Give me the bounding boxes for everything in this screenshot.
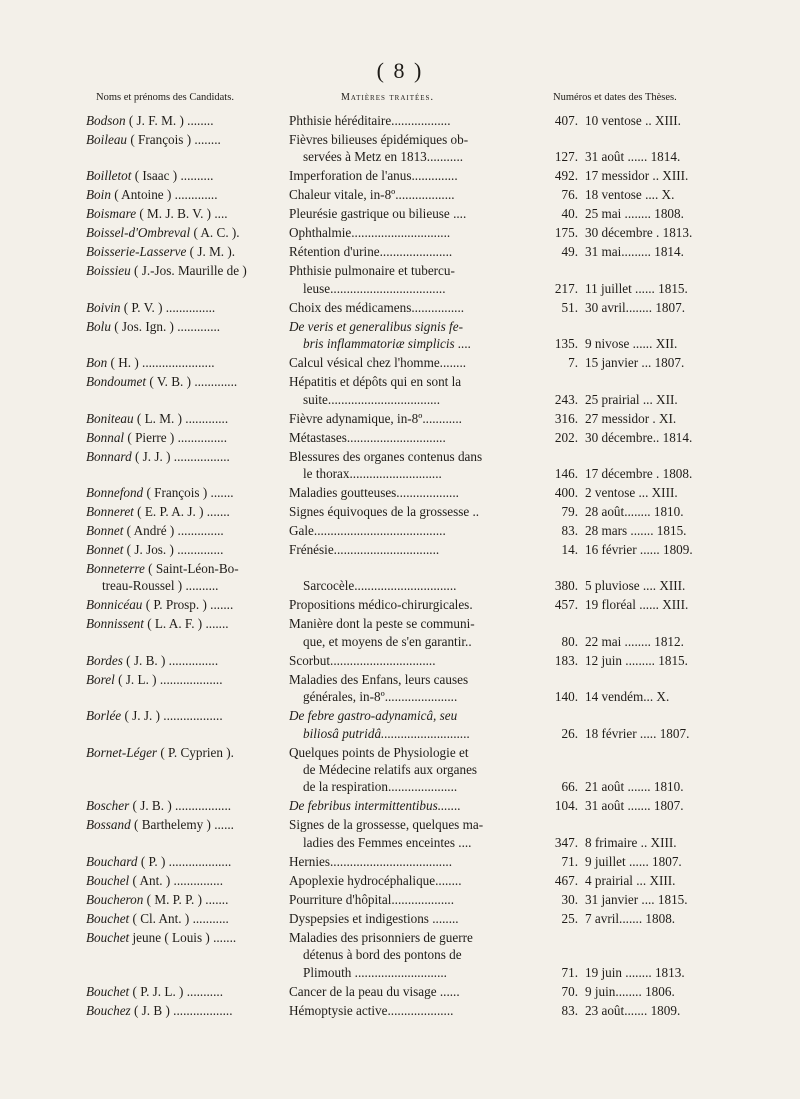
candidate-surname: Boscher	[86, 798, 130, 814]
thesis-entry	[0, 652, 800, 669]
subject-line: Phthisie pulmonaire et tubercu-	[289, 263, 455, 279]
thesis-date: 31 août ....... 1807.	[585, 798, 684, 814]
candidate-surname: Bodson	[86, 113, 126, 128]
subject-line: Hémoptysie active....................	[289, 1002, 454, 1018]
thesis-date: 19 floréal ...... XIII.	[585, 597, 689, 613]
thesis-entry	[0, 872, 800, 889]
candidate-surname: Borlée	[86, 708, 122, 724]
candidate-name	[86, 853, 282, 870]
thesis-date: 31 août ...... 1814.	[585, 149, 681, 165]
thesis-entry	[0, 410, 800, 427]
thesis-subject	[289, 853, 532, 870]
candidate-given-names: ( J. B. ) .................	[129, 798, 232, 814]
candidate-given-names: ( Jos. Ign. ) .............	[110, 318, 221, 334]
thesis-subject	[289, 797, 532, 814]
candidate-given-names: ( François ) .......	[143, 485, 234, 500]
subject-line: Hernies.....................................	[289, 853, 452, 869]
candidate-given-names: ( Saint-Léon-Bo-	[144, 561, 239, 576]
candidate-surname: Bonnet	[86, 542, 124, 557]
thesis-number: 30.	[561, 891, 578, 907]
candidate-given-names: ( P. Prosp. ) .......	[142, 597, 234, 613]
thesis-number: 71.	[561, 964, 578, 980]
candidate-given-names: ( J. M. ).	[186, 244, 236, 260]
thesis-date: 25 prairial ... XII.	[585, 391, 678, 407]
thesis-entry	[0, 484, 800, 501]
candidate-surname: Bonnard	[86, 448, 132, 464]
thesis-entry	[0, 891, 800, 908]
thesis-subject	[289, 373, 532, 408]
thesis-subject	[289, 1002, 532, 1019]
thesis-number: 49.	[561, 244, 578, 260]
thesis-subject	[289, 299, 532, 316]
subject-line: Chaleur vitale, in-8º..................	[289, 187, 455, 203]
thesis-entry	[0, 318, 800, 353]
thesis-subject	[289, 429, 532, 446]
thesis-subject	[289, 262, 532, 297]
thesis-entry	[0, 262, 800, 297]
candidate-name	[86, 186, 282, 203]
thesis-number: 380.	[554, 578, 578, 594]
thesis-entry	[0, 224, 800, 241]
candidate-surname: Boissel-d'Ombreval	[86, 225, 191, 241]
candidate-given-names: ( Barthelemy ) ......	[130, 817, 234, 833]
subject-line: Cancer de la peau du visage ......	[289, 983, 460, 999]
candidate-given-names: ( J. B ) ..................	[130, 1002, 233, 1018]
candidate-given-names: ( A. C. ).	[190, 225, 240, 241]
candidate-surname: Bondoumet	[86, 374, 147, 390]
thesis-entry	[0, 522, 800, 539]
thesis-date: 9 nivose ...... XII.	[585, 336, 678, 352]
candidate-given-names: ( M. P. P. ) .......	[143, 891, 229, 907]
thesis-date: 2 ventose ... XIII.	[585, 485, 678, 500]
candidate-surname: Bouchez	[86, 1002, 131, 1018]
candidate-name	[86, 448, 282, 465]
subject-line: Imperforation de l'anus..............	[289, 168, 458, 184]
thesis-subject	[289, 983, 532, 1000]
thesis-date: 30 décembre . 1813.	[585, 225, 693, 241]
thesis-entry	[0, 112, 800, 129]
thesis-date: 12 juin ......... 1815.	[585, 652, 688, 668]
candidate-given-names: ( J. J. ) .................	[131, 448, 230, 464]
thesis-subject	[289, 891, 532, 908]
thesis-entry	[0, 354, 800, 371]
candidate-given-names: ( H. ) ......................	[107, 355, 215, 371]
thesis-date: 17 messidor .. XIII.	[585, 168, 689, 184]
thesis-subject	[289, 354, 532, 371]
candidate-name	[86, 373, 282, 390]
candidate-given-names-cont: treau-Roussel ) ..........	[102, 578, 219, 594]
candidate-surname: Bonnet	[86, 523, 124, 538]
thesis-number: 14.	[561, 542, 578, 557]
thesis-date: 7 avril....... 1808.	[585, 910, 676, 926]
thesis-entry	[0, 373, 800, 408]
candidate-name	[86, 224, 282, 241]
subject-line: servées à Metz en 1813...........	[303, 149, 464, 165]
candidate-surname: Boucheron	[86, 891, 144, 907]
thesis-number: 51.	[561, 299, 578, 315]
subject-line: Apoplexie hydrocéphalique........	[289, 872, 462, 888]
thesis-subject	[289, 503, 532, 520]
candidate-surname: Boissieu	[86, 263, 131, 279]
candidate-given-names: ( P. J. L. ) ...........	[129, 983, 223, 999]
thesis-entry	[0, 541, 800, 558]
subject-line: Fièvre adynamique, in-8º............	[289, 410, 462, 426]
subject-line: Choix des médicamens................	[289, 299, 465, 315]
thesis-date: 18 février ..... 1807.	[585, 725, 690, 741]
candidate-surname: Bonnefond	[86, 485, 144, 500]
thesis-date: 31 mai......... 1814.	[585, 244, 684, 260]
candidate-name	[86, 872, 282, 889]
candidate-name	[86, 671, 282, 688]
candidate-name	[86, 929, 282, 946]
candidate-name	[86, 652, 282, 669]
candidate-given-names: ( André ) ..............	[123, 523, 224, 538]
thesis-date: 5 pluviose .... XIII.	[585, 578, 686, 594]
thesis-entry	[0, 816, 800, 851]
thesis-date: 9 juillet ...... 1807.	[585, 853, 682, 869]
candidate-surname: Bon	[86, 355, 108, 371]
subject-line: Signes équivoques de la grossesse ..	[289, 504, 480, 519]
thesis-subject	[289, 744, 532, 796]
thesis-number: 175.	[554, 225, 578, 241]
candidate-given-names: ( J.-Jos. Maurille de )	[130, 263, 247, 279]
thesis-number: 457.	[554, 597, 578, 613]
subject-line: Plimouth ............................	[303, 964, 447, 980]
subject-line: Signes de la grossesse, quelques ma-	[289, 817, 484, 833]
candidate-name	[86, 318, 282, 335]
thesis-entry	[0, 853, 800, 870]
thesis-subject	[289, 560, 532, 595]
thesis-date: 11 juillet ...... 1815.	[585, 280, 688, 296]
candidate-given-names: ( P. V. ) ...............	[120, 299, 216, 315]
candidate-surname: Bonneterre	[86, 561, 145, 576]
subject-line: Hépatitis et dépôts qui en sont la	[289, 374, 462, 390]
thesis-entry	[0, 448, 800, 483]
thesis-entry	[0, 131, 800, 166]
subject-line: Fièvres bilieuses épidémiques ob-	[289, 132, 469, 147]
thesis-date: 16 février ...... 1809.	[585, 542, 693, 557]
candidate-name	[86, 410, 282, 427]
subject-line: Manière dont la peste se communi-	[289, 616, 475, 632]
subject-line: détenus à bord des pontons de	[303, 947, 462, 963]
subject-line: Métastases..............................	[289, 429, 446, 445]
subject-line: Calcul vésical chez l'homme........	[289, 355, 467, 371]
thesis-date: 15 janvier ... 1807.	[585, 355, 685, 371]
header-numbers: Numéros et dates des Thèses.	[553, 92, 677, 103]
candidate-surname: Bonnicéau	[86, 597, 143, 613]
thesis-subject	[289, 131, 532, 166]
subject-line: Sarcocèle...............................	[303, 578, 457, 594]
thesis-entry	[0, 929, 800, 981]
candidate-name	[86, 541, 282, 558]
thesis-number: 407.	[554, 113, 578, 128]
thesis-entry	[0, 186, 800, 203]
thesis-number: 243.	[554, 391, 578, 407]
candidate-given-names: ( V. B. ) .............	[146, 374, 238, 390]
candidate-given-names: ( L. M. ) .............	[133, 410, 229, 426]
candidate-surname: Bossand	[86, 817, 131, 833]
thesis-subject	[289, 243, 532, 260]
thesis-subject	[289, 522, 532, 539]
thesis-number: 217.	[554, 280, 578, 296]
thesis-subject	[289, 224, 532, 241]
thesis-number: 80.	[561, 633, 578, 649]
candidate-given-names: ( J. Jos. ) ..............	[123, 542, 224, 557]
candidate-name	[86, 112, 282, 129]
candidate-name	[86, 744, 282, 761]
candidate-given-names: ( J. F. M. ) ........	[125, 113, 214, 128]
candidate-given-names: ( Antoine ) .............	[110, 187, 218, 203]
thesis-date: 28 août........ 1810.	[585, 504, 684, 519]
subject-line	[289, 560, 532, 577]
candidate-surname: Boismare	[86, 206, 137, 222]
header-names: Noms et prénoms des Candidats.	[96, 92, 234, 103]
thesis-number: 400.	[554, 485, 578, 500]
candidate-given-names: ( J. L. ) ...................	[114, 671, 223, 687]
candidate-given-names: ( Isaac ) ..........	[131, 168, 214, 184]
candidate-given-names: jeune ( Louis ) .......	[129, 929, 237, 945]
candidate-name	[86, 484, 282, 501]
subject-line: Scorbut................................	[289, 652, 436, 668]
candidate-name	[86, 816, 282, 833]
candidate-given-names: ( François ) ........	[127, 132, 221, 147]
candidate-name	[86, 522, 282, 539]
thesis-entry	[0, 205, 800, 222]
subject-line: biliosâ putridâ...........................	[303, 725, 471, 741]
candidate-name	[86, 797, 282, 814]
thesis-entry	[0, 429, 800, 446]
candidate-name	[86, 429, 282, 446]
candidate-surname: Bonnissent	[86, 616, 144, 632]
thesis-number: 25.	[561, 910, 578, 926]
candidate-surname: Boin	[86, 187, 111, 203]
candidate-name	[86, 205, 282, 222]
candidate-given-names: ( P. ) ...................	[137, 853, 232, 869]
subject-line: le thorax............................	[303, 465, 442, 481]
thesis-date: 30 décembre.. 1814.	[585, 429, 693, 445]
candidate-name	[86, 503, 282, 520]
thesis-number: 71.	[561, 853, 578, 869]
thesis-subject	[289, 205, 532, 222]
candidate-given-names: ( P. Cyprien ).	[157, 744, 234, 760]
thesis-date: 4 prairial ... XIII.	[585, 872, 676, 888]
thesis-date: 21 août ....... 1810.	[585, 779, 684, 795]
candidate-surname: Boniteau	[86, 410, 134, 426]
thesis-entry	[0, 299, 800, 316]
candidate-given-names: ( M. J. B. V. ) ....	[136, 206, 228, 222]
candidate-surname: Boilletot	[86, 168, 132, 184]
thesis-subject	[289, 929, 532, 981]
thesis-entry	[0, 707, 800, 742]
candidate-name	[86, 262, 282, 279]
candidate-name	[86, 891, 282, 908]
thesis-entry	[0, 983, 800, 1000]
thesis-date: 25 mai ........ 1808.	[585, 206, 684, 222]
thesis-date: 27 messidor . XI.	[585, 410, 677, 426]
thesis-number: 146.	[554, 465, 578, 481]
thesis-entry	[0, 910, 800, 927]
thesis-entry	[0, 615, 800, 650]
thesis-number: 76.	[561, 187, 578, 203]
candidate-given-names: ( J. J. ) ..................	[121, 708, 223, 724]
thesis-number: 40.	[561, 206, 578, 222]
candidate-surname: Bouchel	[86, 872, 130, 888]
candidate-given-names: ( E. P. A. J. ) .......	[133, 504, 230, 519]
subject-line: Maladies des Enfans, leurs causes	[289, 671, 469, 687]
thesis-number: 104.	[554, 798, 578, 814]
subject-line: De febribus intermittentibus.......	[289, 798, 461, 814]
thesis-number: 7.	[568, 355, 578, 371]
thesis-subject	[289, 671, 532, 706]
subject-line: Pourriture d'hôpital...................	[289, 891, 455, 907]
subject-line: Propositions médico-chirurgicales.	[289, 597, 473, 613]
thesis-entry	[0, 1002, 800, 1019]
thesis-date: 17 décembre . 1808.	[585, 465, 693, 481]
candidate-name	[86, 131, 282, 148]
thesis-subject	[289, 410, 532, 427]
thesis-number: 135.	[554, 336, 578, 352]
thesis-subject	[289, 707, 532, 742]
candidate-surname: Bornet-Léger	[86, 744, 158, 760]
thesis-entry	[0, 243, 800, 260]
thesis-number: 83.	[561, 523, 578, 538]
candidate-name	[86, 615, 282, 632]
subject-line: Quelques points de Physiologie et	[289, 744, 469, 760]
subject-line: De febre gastro-adynamicâ, seu	[289, 708, 458, 724]
candidate-surname: Bouchet	[86, 983, 130, 999]
thesis-subject	[289, 872, 532, 889]
candidate-surname: Bolu	[86, 318, 111, 334]
subject-line: que, et moyens de s'en garantir..	[303, 633, 472, 649]
subject-line: Rétention d'urine......................	[289, 244, 453, 260]
candidate-surname: Bonnal	[86, 429, 125, 445]
thesis-date: 10 ventose .. XIII.	[585, 113, 681, 128]
candidate-given-names: ( Ant. ) ...............	[129, 872, 223, 888]
thesis-entry	[0, 167, 800, 184]
subject-line: Blessures des organes contenus dans	[289, 448, 483, 464]
thesis-date: 8 frimaire .. XIII.	[585, 834, 677, 850]
thesis-number: 140.	[554, 689, 578, 705]
thesis-date: 19 juin ........ 1813.	[585, 964, 685, 980]
subject-line: suite..................................	[303, 391, 441, 407]
thesis-subject	[289, 541, 532, 558]
subject-line: Pleurésie gastrique ou bilieuse ....	[289, 206, 467, 222]
candidate-name	[86, 596, 282, 613]
thesis-number: 467.	[554, 872, 578, 888]
thesis-subject	[289, 112, 532, 129]
subject-line: générales, in-8º......................	[303, 689, 458, 705]
thesis-number: 492.	[554, 168, 578, 184]
candidate-name	[86, 983, 282, 1000]
thesis-entry	[0, 596, 800, 613]
candidate-surname: Boivin	[86, 299, 121, 315]
thesis-entry	[0, 671, 800, 706]
subject-line: de Médecine relatifs aux organes	[303, 761, 478, 777]
candidate-name	[86, 299, 282, 316]
candidate-name	[86, 167, 282, 184]
thesis-date: 9 juin........ 1806.	[585, 983, 675, 999]
candidate-surname: Borel	[86, 671, 115, 687]
candidate-given-names: ( L. A. F. ) .......	[143, 616, 229, 632]
subject-line: de la respiration.....................	[303, 779, 458, 795]
candidate-surname: Bouchet	[86, 910, 130, 926]
thesis-entry	[0, 744, 800, 796]
candidate-surname: Bouchard	[86, 853, 138, 869]
candidate-surname: Boisserie-Lasserve	[86, 244, 187, 260]
thesis-date: 31 janvier .... 1815.	[585, 891, 688, 907]
candidate-name	[86, 560, 282, 595]
thesis-number: 127.	[554, 149, 578, 165]
thesis-date: 22 mai ........ 1812.	[585, 633, 684, 649]
subject-line: Maladies des prisonniers de guerre	[289, 929, 473, 945]
thesis-date: 14 vendém... X.	[585, 689, 670, 705]
thesis-entry	[0, 503, 800, 520]
thesis-date: 23 août....... 1809.	[585, 1002, 681, 1018]
subject-line: Dyspepsies et indigestions ........	[289, 910, 459, 926]
header-subjects: Matières traitées.	[341, 92, 434, 103]
thesis-subject	[289, 596, 532, 613]
thesis-entry	[0, 797, 800, 814]
thesis-subject	[289, 167, 532, 184]
thesis-date: 28 mars ....... 1815.	[585, 523, 687, 538]
thesis-entry	[0, 560, 800, 595]
subject-line: Maladies goutteuses...................	[289, 485, 459, 500]
subject-line: bris inflammatoriæ simplicis ....	[303, 336, 472, 352]
thesis-date: 18 ventose .... X.	[585, 187, 675, 203]
candidate-surname: Bordes	[86, 652, 123, 668]
thesis-subject	[289, 615, 532, 650]
candidate-name	[86, 910, 282, 927]
subject-line: Ophthalmie..............................	[289, 225, 451, 241]
candidate-name	[86, 1002, 282, 1019]
subject-line: De veris et generalibus signis fe-	[289, 318, 463, 334]
candidate-name	[86, 243, 282, 260]
page-number: ( 8 )	[376, 58, 424, 83]
thesis-subject	[289, 816, 532, 851]
candidate-given-names: ( J. B. ) ...............	[122, 652, 219, 668]
subject-line: Phthisie héréditaire..................	[289, 113, 451, 128]
thesis-subject	[289, 652, 532, 669]
thesis-number: 26.	[561, 725, 578, 741]
thesis-subject	[289, 484, 532, 501]
thesis-subject	[289, 318, 532, 353]
thesis-number: 202.	[554, 429, 578, 445]
candidate-name	[86, 707, 282, 724]
candidate-surname: Boileau	[86, 132, 128, 147]
thesis-number: 83.	[561, 1002, 578, 1018]
subject-line: Gale........................................	[289, 523, 446, 538]
thesis-number: 316.	[554, 410, 578, 426]
thesis-subject	[289, 910, 532, 927]
candidate-name	[86, 354, 282, 371]
thesis-subject	[289, 448, 532, 483]
thesis-date: 30 avril........ 1807.	[585, 299, 685, 315]
thesis-number: 183.	[554, 652, 578, 668]
thesis-number: 347.	[554, 834, 578, 850]
thesis-number: 79.	[561, 504, 578, 519]
thesis-number: 70.	[561, 983, 578, 999]
subject-line: Frénésie................................	[289, 542, 440, 557]
candidate-given-names: ( Cl. Ant. ) ...........	[129, 910, 229, 926]
subject-line: ladies des Femmes enceintes ....	[303, 834, 472, 850]
thesis-subject	[289, 186, 532, 203]
candidate-surname: Bonneret	[86, 504, 134, 519]
candidate-given-names: ( Pierre ) ...............	[124, 429, 228, 445]
thesis-number: 66.	[561, 779, 578, 795]
candidate-surname: Bouchet	[86, 929, 130, 945]
subject-line: leuse...................................	[303, 280, 446, 296]
